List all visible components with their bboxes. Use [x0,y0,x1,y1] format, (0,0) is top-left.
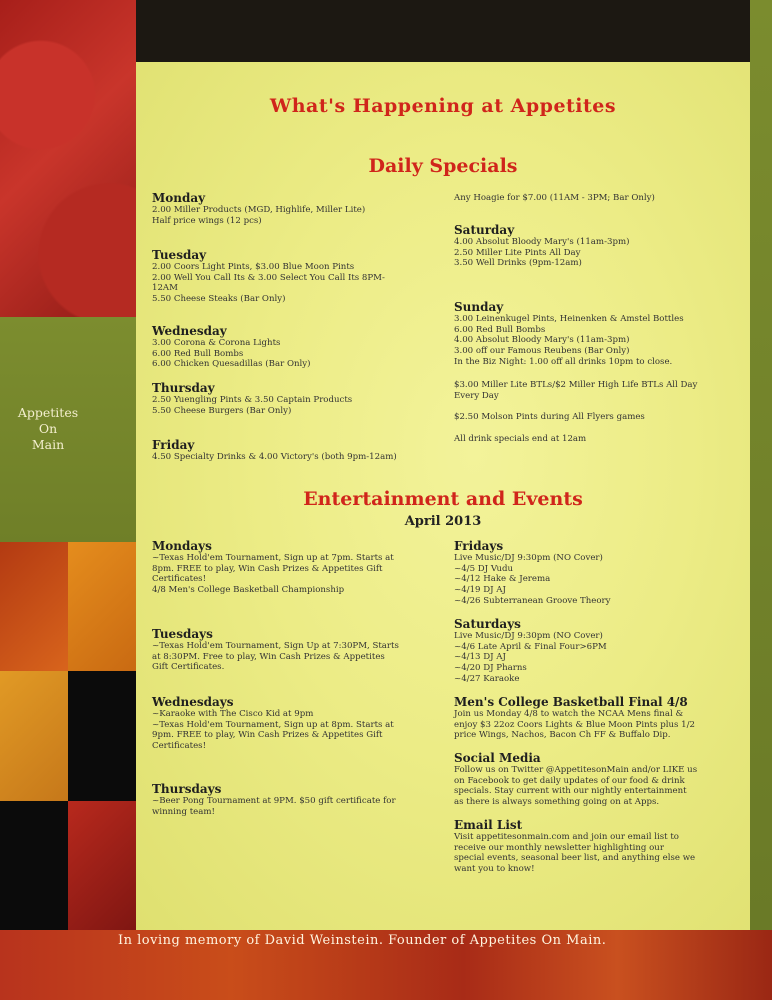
events-month: April 2013 [404,514,482,529]
thursdays-block [152,784,442,817]
day-text: 4.50 Specialty Drinks & 4.00 Victory's (both 9pm-12am) [152,451,397,462]
day-title: Tuesday [152,248,207,262]
event-text: Visit appetitesonmain.com and join our email list to receive our monthly newsletter highlighting our special events, seasonal beer list, and anything else we want you to know! [454,831,696,875]
note-text: $2.50 Molson Pints during All Flyers games [454,412,645,422]
event-text: Follow us on Twitter @AppetitesonMain and/or LIKE us on Facebook to get daily updates of our food & drink specials. Stay current with our nightly entertainment as there is always something going on at Apps. [454,764,698,808]
day-title: Wednesday [152,324,227,338]
day-title: Monday [152,191,206,205]
friday-block [152,440,442,463]
decor-block [0,801,68,930]
decor-block [0,542,68,671]
decor-block [68,801,136,930]
event-text: ~Beer Pong Tournament at 9PM. $50 gift certificate for winning team! [152,795,396,817]
right-strip [750,0,772,930]
event-text: Live Music/DJ 9:30pm (NO Cover) ~4/6 Late April & Final Four>6PM ~4/13 DJ AJ ~4/20 DJ Pharns ~4/27 Karaoke [454,630,607,684]
mondays-block [152,541,442,596]
event-text: ~Karaoke with The Cisco Kid at 9pm ~Texas Hold'em Tournament, Sign up at 8pm. Starts at 9pm. FREE to play, Win Cash Prizes & Appetites Gift Certificates! [152,708,394,752]
event-text: ~Texas Hold'em Tournament, Sign Up at 7:30PM, Starts at 8:30PM. Free to play, Win Cash Prizes & Appetites Gift Certificates. [152,640,399,673]
note-text: $3.00 Miller Lite BTLs/$2 Miller High Life BTLs All Day Every Day [454,380,698,401]
specials-end-note [454,434,739,445]
note-text: Any Hoagie for $7.00 (11AM - 3PM; Bar Only) [454,193,655,203]
event-title: Wednesdays [152,695,234,709]
event-title: Tuesdays [152,627,213,641]
decor-block [0,671,68,801]
day-text: 2.00 Miller Products (MGD, Highlife, Miller Lite) Half price wings (12 pcs) [152,204,366,226]
event-title: Social Media [454,751,541,765]
memorial-footer: In loving memory of David Weinstein. Founder of Appetites On Main. [118,933,607,948]
sunday-block [454,302,739,368]
page-title: What's Happening at Appetites [269,95,617,117]
daily-specials-heading: Daily Specials [368,155,518,177]
saturdays-block [454,619,739,685]
event-text: Live Music/DJ 9:30pm (NO Cover) ~4/5 DJ Vudu ~4/12 Hake & Jerema ~4/19 DJ AJ ~4/26 Subterranean Groove Theory [454,552,611,606]
basketball-block [454,697,739,741]
friday-hoagie-note [454,193,739,204]
wednesday-block [152,326,442,370]
tuesdays-block [152,629,442,673]
left-red-decor [0,0,136,317]
event-title: Saturdays [454,617,521,631]
day-text: 2.50 Yuengling Pints & 3.50 Captain Products 5.50 Cheese Burgers (Bar Only) [152,394,353,416]
day-title: Thursday [152,381,215,395]
social-media-block [454,753,739,808]
event-title: Mondays [152,539,212,553]
monday-block [152,193,442,226]
event-text: Join us Monday 4/8 to watch the NCAA Mens final & enjoy $3 22oz Coors Lights & Blue Moon Pints plus 1/2 price Wings, Nachos, Bacon Ch FF & Buffalo Dip. [454,708,695,741]
side-brand-name: Appetites On Main [17,405,79,452]
fridays-block [454,541,739,607]
event-title: Men's College Basketball Final 4/8 [454,695,688,709]
day-text: 4.00 Absolut Bloody Mary's (11am-3pm) 2.50 Miller Lite Pints All Day 3.50 Well Drinks (9pm-12am) [454,236,630,269]
event-title: Fridays [454,539,504,553]
event-text: ~Texas Hold'em Tournament, Sign up at 7pm. Starts at 8pm. FREE to play, Win Cash Prizes & Appetites Gift Certificates! 4/8 Men's College Basketball Championship [152,552,394,596]
event-title: Thursdays [152,782,222,796]
decor-block [68,671,136,801]
decor-block [68,542,136,671]
day-title: Saturday [454,223,515,237]
day-text: 2.00 Coors Light Pints, $3.00 Blue Moon Pints 2.00 Well You Call Its & 3.00 Select You Call Its 8PM- 12AM 5.50 Cheese Steaks (Bar Only) [152,261,385,305]
note-text: All drink specials end at 12am [454,434,587,444]
event-title: Email List [454,818,523,832]
top-bar [136,0,750,62]
day-title: Sunday [454,300,504,314]
tuesday-block [152,250,442,305]
day-title: Friday [152,438,195,452]
day-text: 3.00 Corona & Corona Lights 6.00 Red Bull Bombs 6.00 Chicken Quesadillas (Bar Only) [152,337,311,370]
thursday-block [152,383,442,416]
day-text: 3.00 Leinenkugel Pints, Heinenken & Amstel Bottles 6.00 Red Bull Bombs 4.00 Absolut Bloody Mary's (11am-3pm) 3.00 off our Famous Reubens (Bar Only) In the Biz Night: 1.00 off all drinks 10pm to close. [454,313,684,367]
saturday-block [454,225,739,269]
flyers-note [454,412,739,423]
beer-note [454,380,739,402]
wednesdays-block [152,697,442,752]
email-list-block [454,820,739,875]
events-heading: Entertainment and Events [303,488,583,510]
left-blocks-decor [0,542,136,930]
